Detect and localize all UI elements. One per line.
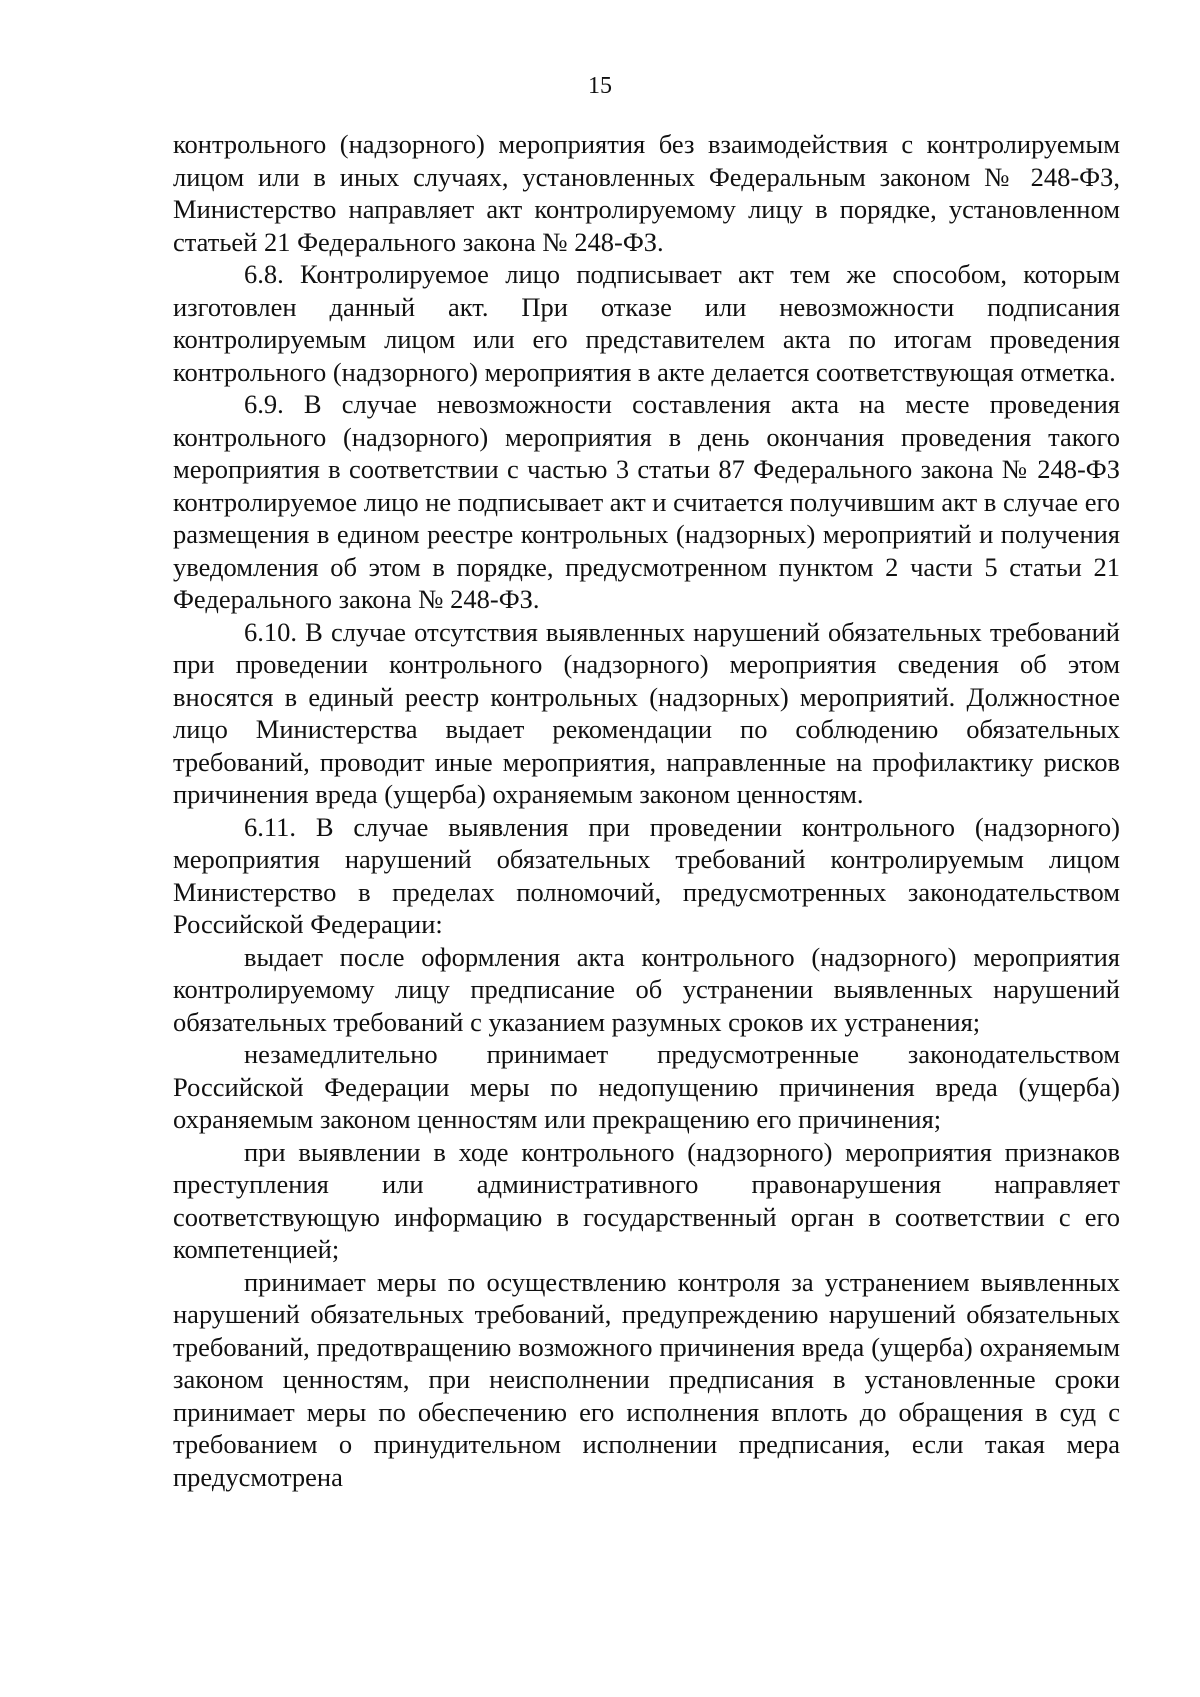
- paragraph-6-11: 6.11. В случае выявления при проведении контрольного (надзорного) мероприятия нарушений обязательных требований контролируемым лицом Министерство в пределах полномочий, предусмотренных законодательством Российской Федерации:: [173, 811, 1120, 939]
- document-body: [173, 128, 1120, 1493]
- paragraph-6-8: 6.8. Контролируемое лицо подписывает акт тем же способом, которым изготовлен данный акт. При отказе или невозможности подписания контролируемым лицом или его представителем акта по итогам проведения контрольного (надзорного) мероприятия в акте делается соответствующая отметка.: [173, 259, 1120, 387]
- paragraph-continuation: контрольного (надзорного) мероприятия без взаимодействия с контролируемым лицом или в иных случаях, установленных Федеральным законом № 248-ФЗ, Министерство направляет акт контролируемому лицу в порядке, установленном статьей 21 Федерального закона № 248-ФЗ.: [173, 129, 1120, 257]
- paragraph-control-measures: принимает меры по осуществлению контроля за устранением выявленных нарушений обязательных требований, предупреждению нарушений обязательных требований, предотвращению возможного причинения вреда (ущерба) охраняемым законом ценностям, при неисполнении предписания в установленные сроки принимает меры по обеспечению его исполнения вплоть до обращения в суд с требованием о принудительном исполнении предписания, если такая мера предусмотрена: [173, 1266, 1120, 1492]
- paragraph-6-9: 6.9. В случае невозможности составления акта на месте проведения контрольного (надзорного) мероприятия в день окончания проведения такого мероприятия в соответствии с частью 3 статьи 87 Федерального закона № 248-ФЗ контролируемое лицо не подписывает акт и считается получившим акт в случае его размещения в едином реестре контрольных (надзорных) мероприятий и получения уведомления об этом в порядке, предусмотренном пунктом 2 части 5 статьи 21 Федерального закона № 248-ФЗ.: [173, 389, 1120, 614]
- paragraph-takes-measures: незамедлительно принимает предусмотренные законодательством Российской Федерации меры по недопущению причинения вреда (ущерба) охраняемым законом ценностям или прекращению его причинения;: [173, 1039, 1120, 1134]
- paragraph-issues-order: выдает после оформления акта контрольного (надзорного) мероприятия контролируемому лицу предписание об устранении выявленных нарушений обязательных требований с указанием разумных сроков их устранения;: [173, 941, 1120, 1037]
- page-number: 15: [588, 73, 612, 99]
- paragraph-6-10: 6.10. В случае отсутствия выявленных нарушений обязательных требований при проведении контрольного (надзорного) мероприятия сведения об этом вносятся в единый реестр контрольных (надзорных) мероприятий. Должностное лицо Министерства выдает рекомендации по соблюдению обязательных требований, проводит иные мероприятия, направленные на профилактику рисков причинения вреда (ущерба) охраняемым законом ценностям.: [173, 616, 1120, 809]
- paragraph-crime-signs: при выявлении в ходе контрольного (надзорного) мероприятия признаков преступления или административного правонарушения направляет соответствующую информацию в государственный орган в соответствии с его компетенцией;: [173, 1136, 1120, 1264]
